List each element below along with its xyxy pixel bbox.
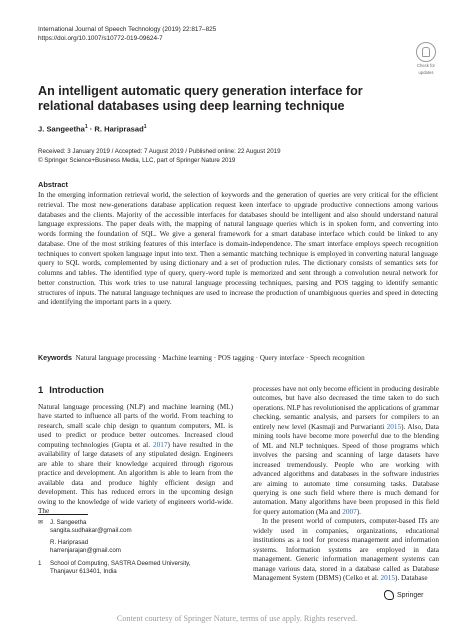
body-text: Natural language processing (NLP) and machine learning (ML) have started to influence all parts of the world. From teaching to research, small scale chip design to quantum computers, ML is used to predict or produce better outcomes. Increased cloud computing technologies (Gupta et al. — [38, 403, 233, 449]
abstract-heading: Abstract — [38, 180, 68, 189]
body-text: ) have resulted in the availability of large datasets of any stipulated design. Engineers are able to share their knowledge acquired through rigorous practice and development. An algorithm is able to learn from the available data and produce highly efficient design and development. This has reduced errors in the upcoming design owing to the knowledge of wide variety of engineers world-wide. The — [38, 440, 233, 515]
author-name[interactable]: R. Hariprasad — [94, 124, 144, 134]
section-number: 1 — [38, 384, 44, 395]
body-column-right — [253, 385, 439, 584]
affiliation-number: 1 — [38, 560, 42, 568]
keywords-list: Natural language processing · Machine learning · POS tagging · Query interface · Speech recognition — [75, 354, 365, 362]
springer-horse-icon — [384, 590, 394, 600]
author-email[interactable]: harrenjarajan@gmail.com — [50, 546, 121, 554]
journal-citation: International Journal of Speech Technology (2019) 22:817–825 — [38, 26, 217, 33]
citation-link[interactable]: 2017 — [153, 440, 168, 449]
author-separator: · — [87, 124, 95, 134]
check-for-updates-badge[interactable] — [412, 42, 440, 76]
badge-label-1: Check for — [417, 63, 435, 68]
paper-title: An intelligent automatic query generation interface for relational databases using deep learning technique — [38, 84, 363, 114]
doi-link[interactable]: https://doi.org/10.1007/s10772-019-09624-7 — [38, 34, 163, 42]
publisher-logo — [384, 590, 423, 600]
body-text: In the present world of computers, computer-based ITs are widely used in companies, organizations, educational institutions as a tool for process management and information systems. Information systems are employed in data management. Generic information management systems can manage various data, stored in a database called as Database Management System (DBMS) (Celko et al. — [253, 517, 439, 583]
envelope-icon: ✉ — [38, 519, 44, 526]
affiliation-marker: 1 — [84, 124, 88, 130]
body-text: ). Also, Data mining tools have become more powerful due to the blending of ML and NLP techniques. Speed of those programs which involves the parsing and scanning of large datasets have increased tremendously. People who are working with advanced algorithms and databases in the software industries are aiming to automate time consuming tasks. Database querying is one such field where there is much demand for automation. Many algorithms have been proposed in this field for query automation (Ma and — [253, 422, 439, 516]
paragraph — [253, 385, 439, 517]
body-column-left — [38, 403, 233, 516]
bookmark-icon — [416, 42, 436, 62]
citation-link[interactable]: 2015 — [380, 574, 395, 583]
author-name[interactable]: J. Sangeetha — [38, 124, 85, 134]
author-list — [38, 124, 147, 134]
copyright-line: © Springer Science+Business Media, LLC, part of Springer Nature 2019 — [38, 156, 236, 164]
affiliation-marker: 1 — [143, 124, 147, 130]
footnote-divider — [38, 514, 88, 515]
journal-header — [38, 26, 216, 43]
section-heading — [38, 384, 104, 395]
author-name: R. Hariprasad — [50, 539, 89, 547]
history-dates: Received: 3 January 2019 / Accepted: 7 August 2019 / Published online: 22 August 2019 — [38, 148, 281, 155]
keywords-line — [38, 354, 438, 364]
section-title: Introduction — [49, 384, 104, 395]
publication-dates — [38, 148, 281, 165]
badge-label-2: updates — [418, 69, 434, 75]
citation-link[interactable]: 2015 — [386, 422, 402, 431]
author-name: J. Sangeetha — [50, 519, 87, 526]
affiliation-text: School of Computing, SASTRA Deemed University, — [50, 560, 191, 568]
citation-link[interactable]: 2007 — [342, 507, 357, 516]
body-text: ). Database — [394, 574, 428, 583]
body-text: processes have not only become efficient in producing desirable outcomes, but have also decreased the time taken to do such operations. NLP has revolutionised the applications of grammar checking, semantic analysis, and parsers for compilers to an entirely new level (Kasmaji and Purwarianti — [253, 385, 439, 431]
keywords-label: Keywords — [38, 354, 72, 362]
body-text: ). — [356, 507, 361, 516]
publisher-name: Springer — [397, 591, 424, 599]
author-email[interactable]: sangita.sudhakar@gmail.com — [50, 526, 132, 534]
affiliation-text: Thanjavur 613401, India — [50, 567, 117, 575]
paragraph — [253, 517, 439, 583]
abstract-text: In the emerging information retrieval world, the selection of keywords and the generation of queries are very critical for the efficient retrieval. The most new-generations database application request keen interface to upgrade productive connections among various databases and the clients. Majority of the accessible interfaces for databases should be intelligent and also should understand natural language expressions. The paper deals with, the mapping of natural language queries which is in spoken form, and converting into words forming the foundation of SQL. We give a general framework for a smart database interface which could be linked to any database. One of the most striking features of this interface is domain-independence. The smart interface employs speech recognition techniques to convert spoken language input into text. Then a semantic matching technique is employed in converting natural language query to SQL words, complemented by using dictionary and a set of production rules. The dictionary consists of semantics sets for columns and tables. The identified type of query, query-word tuple is memorized and sent through a convolution neural network for better construction. This work tries to use natural language processing techniques, parsing and POS tagging to identify semantic structures of inputs. The natural language techniques are used to increase the production of unambiguous queries and speed in detecting and identifying the important parts in a query. — [38, 190, 438, 307]
courtesy-notice: Content courtesy of Springer Nature, terms of use apply. Rights reserved. — [116, 614, 358, 623]
footnotes — [38, 519, 191, 576]
